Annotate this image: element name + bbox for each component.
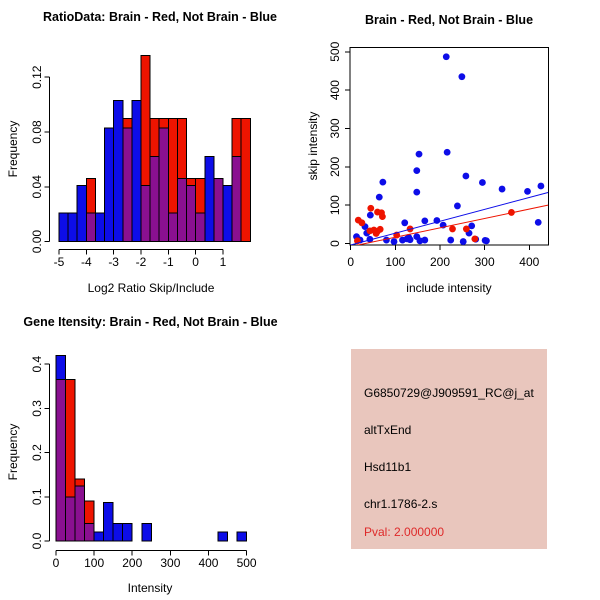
hist-bar-overlap xyxy=(56,380,66,541)
scatter-point-blue xyxy=(535,219,542,226)
scatter-point-blue xyxy=(421,217,428,224)
hist-bar-overlap xyxy=(66,497,76,541)
x-tick-label: -5 xyxy=(53,255,65,269)
scatter-title: Brain - Red, Not Brain - Blue xyxy=(364,13,534,27)
hist-bar xyxy=(142,523,152,541)
scatter-point-blue xyxy=(462,173,469,180)
hist-bar-overlap xyxy=(141,185,150,241)
x-tick-label: 0 xyxy=(347,255,355,269)
scatter-point-blue xyxy=(458,73,465,80)
hist-bar xyxy=(85,501,95,523)
hist-bar xyxy=(75,479,85,486)
scatter-point-red xyxy=(358,219,365,226)
hist-bar xyxy=(241,118,250,241)
x-tick-label: 0 xyxy=(192,255,199,269)
x-tick-label: 500 xyxy=(236,556,257,570)
scatter-point-red xyxy=(463,226,470,233)
hist-bar xyxy=(159,118,168,128)
hist-bar xyxy=(123,118,132,128)
y-tick-label: 0.2 xyxy=(30,444,44,461)
x-tick-label: 300 xyxy=(160,556,181,570)
scatter-point-blue xyxy=(483,237,490,244)
hist-bar xyxy=(105,128,114,242)
x-tick-label: 100 xyxy=(84,556,105,570)
hist-bar xyxy=(86,179,95,213)
scatter-xlabel: include intensity xyxy=(406,281,492,295)
panel-ratio-histogram xyxy=(0,0,300,300)
hist-bar xyxy=(177,118,186,178)
hist-bar xyxy=(104,503,114,541)
scatter-ylabel: skip intensity xyxy=(306,111,320,181)
hist-bar xyxy=(94,532,104,541)
info-event-type: altTxEnd xyxy=(364,423,412,437)
scatter-point-red xyxy=(367,205,374,212)
info-panel-box xyxy=(351,349,547,549)
scatter-point-red xyxy=(471,235,478,242)
y-tick-label: 200 xyxy=(328,156,342,177)
y-tick-label: 100 xyxy=(328,195,342,216)
scatter-point-blue xyxy=(376,194,383,201)
hist-bar xyxy=(113,523,123,541)
y-tick-label: 500 xyxy=(328,41,342,62)
y-tick-label: 0.00 xyxy=(30,229,44,254)
info-pval: Pval: 2.000000 xyxy=(364,525,445,539)
hist-bar-overlap xyxy=(232,157,241,242)
x-tick-label: -3 xyxy=(108,255,119,269)
y-tick-label: 0.3 xyxy=(30,400,44,417)
ratio-histogram-xlabel: Log2 Ratio Skip/Include xyxy=(87,281,215,295)
gene-histogram-xlabel: Intensity xyxy=(127,581,173,595)
hist-bar-overlap xyxy=(168,213,177,242)
y-tick-label: 0 xyxy=(328,240,342,247)
hist-bar-overlap xyxy=(86,213,95,242)
panel-gene-intensity-histogram xyxy=(0,300,300,600)
hist-bar-overlap xyxy=(187,185,196,241)
ratio-histogram-title: RatioData: Brain - Red, Not Brain - Blue xyxy=(42,10,278,24)
hist-bar-overlap xyxy=(159,128,168,242)
scatter-point-red xyxy=(379,213,386,220)
hist-bar xyxy=(196,179,205,213)
hist-bar xyxy=(150,118,159,156)
hist-bar xyxy=(168,118,177,213)
panel-intensity-scatter xyxy=(300,0,600,300)
gene-histogram-title: Gene Itensity: Brain - Red, Not Brain - Blue xyxy=(23,315,278,329)
scatter-point-blue xyxy=(417,237,424,244)
info-gene-symbol: Hsd11b1 xyxy=(364,460,412,474)
y-tick-label: 300 xyxy=(328,118,342,139)
y-tick-label: 0.4 xyxy=(30,355,44,373)
x-tick-label: 1 xyxy=(219,255,227,269)
scatter-point-blue xyxy=(391,238,398,245)
x-tick-label: 0 xyxy=(52,556,60,570)
hist-bar-overlap xyxy=(150,157,159,242)
x-tick-label: 200 xyxy=(122,556,143,570)
scatter-point-blue xyxy=(413,189,420,196)
scatter-point-blue xyxy=(404,235,411,242)
hist-bar-overlap xyxy=(75,486,85,541)
gene-intensity-histogram-plot xyxy=(0,300,300,600)
hist-bar xyxy=(187,179,196,186)
x-tick-label: -1 xyxy=(162,255,174,269)
hist-bar xyxy=(218,532,228,541)
hist-bar xyxy=(123,523,133,541)
y-tick-label: 0.0 xyxy=(30,532,44,550)
scatter-point-blue xyxy=(454,203,461,210)
scatter-point-blue xyxy=(460,238,467,245)
gene-histogram-ylabel: Frequency xyxy=(6,423,20,481)
hist-bar xyxy=(66,380,76,497)
y-tick-label: 0.1 xyxy=(30,488,44,506)
hist-bar-overlap xyxy=(196,213,205,242)
scatter-point-red xyxy=(449,226,456,233)
hist-bar xyxy=(68,213,77,242)
hist-bar xyxy=(59,213,68,242)
hist-bar xyxy=(232,118,241,156)
x-tick-label: 400 xyxy=(198,556,219,570)
hist-bar xyxy=(114,100,123,241)
scatter-point-blue xyxy=(444,149,451,156)
hist-bar xyxy=(132,100,141,241)
hist-bar-overlap xyxy=(214,179,223,242)
scatter-point-blue xyxy=(443,53,450,60)
hist-bar xyxy=(223,185,232,241)
ratio-histogram-ylabel: Frequency xyxy=(6,120,20,178)
scatter-point-blue xyxy=(538,183,545,190)
hist-bar xyxy=(56,355,66,379)
scatter-point-blue xyxy=(499,186,506,193)
ratio-histogram-plot xyxy=(0,0,300,300)
y-tick-label: 0.04 xyxy=(30,175,44,199)
y-tick-label: 0.08 xyxy=(30,120,44,144)
x-tick-label: -4 xyxy=(80,255,92,269)
scatter-point-blue xyxy=(447,237,454,244)
x-tick-label: -2 xyxy=(135,255,147,269)
hist-bar xyxy=(141,55,150,185)
scatter-point-blue xyxy=(379,179,386,186)
hist-bar xyxy=(77,185,86,241)
hist-bar-overlap xyxy=(85,523,95,541)
hist-bar xyxy=(237,532,247,541)
hist-bar-overlap xyxy=(177,179,186,242)
y-tick-label: 400 xyxy=(328,80,342,101)
x-tick-label: 400 xyxy=(519,255,540,269)
intensity-scatter-plot xyxy=(300,0,600,300)
scatter-point-blue xyxy=(479,179,486,186)
y-tick-label: 0.12 xyxy=(30,65,44,89)
scatter-point-blue xyxy=(416,151,423,158)
x-tick-label: 200 xyxy=(429,255,451,269)
x-tick-label: 300 xyxy=(474,255,495,269)
scatter-point-blue xyxy=(367,212,374,219)
info-location: chr1.1786-2.s xyxy=(364,497,438,511)
hist-bar xyxy=(205,157,214,242)
info-probe-id: G6850729@J909591_RC@j_at xyxy=(364,386,534,400)
panel-probe-info xyxy=(300,300,600,600)
hist-bar-overlap xyxy=(123,128,132,242)
scatter-point-blue xyxy=(401,219,408,226)
scatter-point-blue xyxy=(524,188,531,195)
x-tick-label: 100 xyxy=(385,255,406,269)
scatter-point-blue xyxy=(413,167,420,174)
scatter-point-red xyxy=(373,230,380,237)
hist-bar xyxy=(95,213,104,242)
